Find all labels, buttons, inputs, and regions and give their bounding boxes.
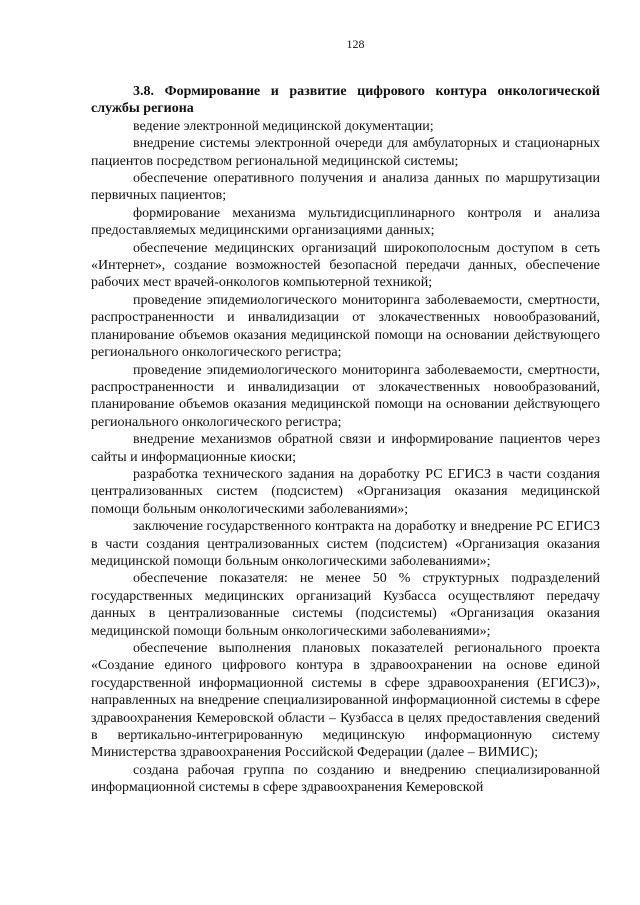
- paragraph-13: создана рабочая группа по созданию и внедрению специализированной информационной системы в сфере здравоохранения Кемеровской: [91, 762, 600, 796]
- page-number: 128: [346, 37, 365, 51]
- paragraph-11: обеспечение показателя: не менее 50 % структурных подразделений государственных медицинских организаций Кузбасса осуществляют передачу данных в централизованные системы (подсистемы) «Организация оказания медицинской помощи больным онкологическими заболеваниями»;: [91, 571, 600, 639]
- paragraph-1: ведение электронной медицинской документации;: [133, 118, 434, 134]
- body-text: [91, 118, 600, 797]
- paragraph-7: проведение эпидемиологического мониторинга заболеваемости, смертности, распространенности и инвалидизации от злокачественных новообразований, планирование объемов оказания медицинской помощи на основании действующего регионального онкологического регистра;: [91, 362, 600, 430]
- paragraph-4: формирование механизма мультидисциплинарного контроля и анализа предоставляемых медицинскими организациями данных;: [91, 205, 600, 239]
- paragraph-3: обеспечение оперативного получения и анализа данных по маршрутизации первичных пациентов;: [91, 171, 600, 204]
- section-title: 3.8. Формирование и развитие цифрового контура онкологической службы региона: [91, 84, 600, 117]
- paragraph-9: разработка технического задания на доработку РС ЕГИСЗ в части создания централизованных систем (подсистем) «Организация оказания медицинской помощи больным онкологическими заболеваниями»;: [91, 466, 600, 517]
- paragraph-12: обеспечение выполнения плановых показателей регионального проекта «Создание единого цифрового контура в здравоохранении на основе единой государственной информационной системы в сфере здравоохранения (ЕГИСЗ)», направленных на внедрение специализированной информационной системы в сфере здравоохранения Кемеровской области – Кузбасса в целях предоставления сведений в вертикально-интегрированную медицинскую информационную систему Министерства здравоохранения Российской Федерации (далее – ВИМИС);: [91, 641, 600, 761]
- paragraph-10: заключение государственного контракта на доработку и внедрение РС ЕГИСЗ в части создания централизованных систем (подсистем) «Организация оказания медицинской помощи больным онкологическими заболеваниями»;: [91, 519, 600, 569]
- paragraph-5: обеспечение медицинских организаций широкополосным доступом в сеть «Интернет», создание возможностей безопасной передачи данных, обеспечение рабочих мест врачей-онкологов компьютерной техникой;: [91, 240, 600, 291]
- paragraph-6: проведение эпидемиологического мониторинга заболеваемости, смертности, распространенности и инвалидизации от злокачественных новообразований, планирование объемов оказания медицинской помощи на основании действующего регионального онкологического регистра;: [91, 292, 600, 361]
- paragraph-8: внедрение механизмов обратной связи и информирование пациентов через сайты и информационные киоски;: [91, 432, 600, 465]
- paragraph-2: внедрение системы электронной очереди для амбулаторных и стационарных пациентов посредством региональной медицинской системы;: [91, 136, 600, 169]
